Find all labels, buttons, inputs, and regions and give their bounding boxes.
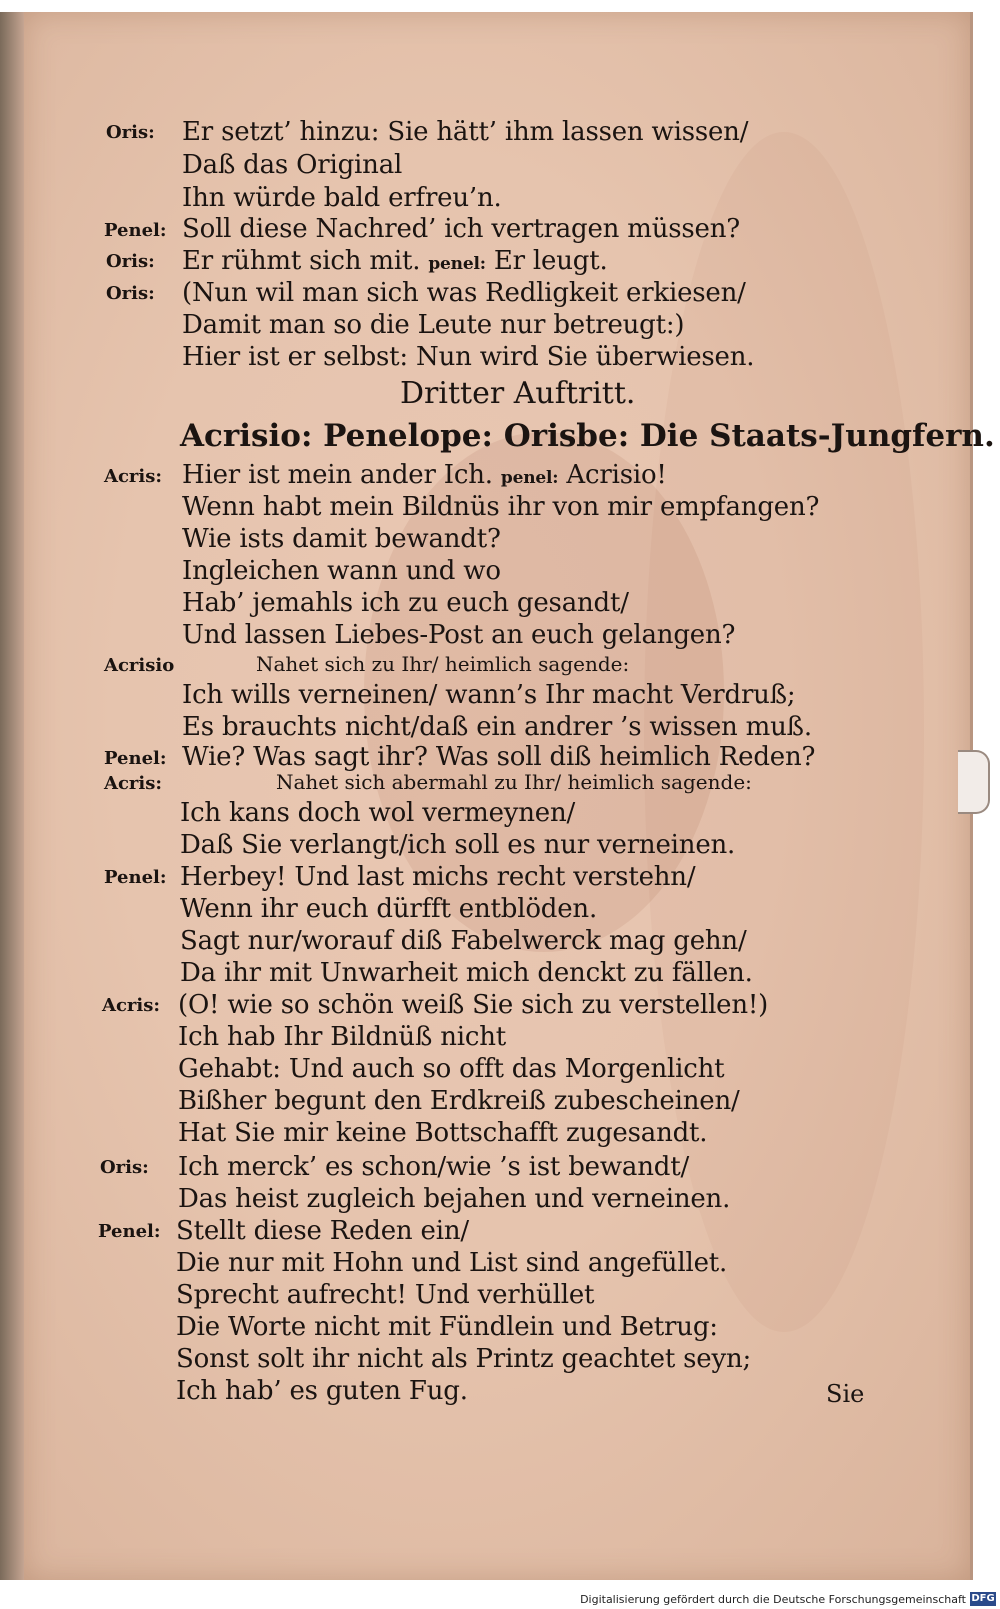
speaker-label: Penel: [104,748,167,769]
speaker-label: Acris: [104,773,163,794]
verse-line: (O! wie so schön weiß Sie sich zu verstellen!) [178,990,769,1020]
speaker-label: Acris: [104,466,163,487]
verse-line: Ich wills verneinen/ wann’s Ihr macht Verdruß; [182,680,796,710]
speaker-label: Oris: [106,283,155,304]
speaker-label: Penel: [98,1221,161,1242]
verse-line: Sagt nur/worauf diß Fabelwerck mag gehn/ [180,926,747,956]
verse-line: Da ihr mit Unwarheit mich denckt zu fällen. [180,958,753,988]
stage-direction: Nahet sich abermahl zu Ihr/ heimlich sagende: [276,770,752,794]
verse-line: Und lassen Liebes-Post an euch gelangen? [182,620,736,650]
speaker-label: Oris: [100,1157,149,1178]
verse-line: Hab’ jemahls ich zu euch gesandt/ [182,588,629,618]
verse-line: Das heist zugleich bejahen und verneinen. [178,1184,731,1214]
speaker-label: Acris: [102,995,161,1016]
funding-credit: Digitalisierung gefördert durch die Deutsche Forschungsgemeinschaft [580,1593,966,1606]
verse-line: Sprecht aufrecht! Und verhüllet [176,1280,595,1310]
inline-speaker-label: penel: [428,254,486,274]
verse-line: Die nur mit Hohn und List sind angefüllet. [176,1248,728,1278]
verse-line: Soll diese Nachred’ ich vertragen müssen? [182,214,741,244]
verse-text: Er rühmt sich mit. [182,246,421,276]
verse-line [182,246,608,276]
speaker-label: Oris: [106,251,155,272]
verse-line: Herbey! Und last michs recht verstehn/ [180,862,696,892]
verse-line: (Nun wil man sich was Redligkeit erkiesen/ [182,278,746,308]
verse-line: Wenn habt mein Bildnüs ihr von mir empfangen? [182,492,820,522]
verse-line: Ich hab’ es guten Fug. [176,1376,468,1406]
dfg-logo: DFG [971,1593,995,1604]
verse-line: Stellt diese Reden ein/ [176,1216,469,1246]
verse-text: Er leugt. [493,246,608,276]
verse-line: Wie ists damit bewandt? [182,524,501,554]
verse-line: Ich hab Ihr Bildnüß nicht [178,1022,507,1052]
verse-text: Acrisio! [566,460,667,490]
verse-line: Ingleichen wann und wo [182,556,501,586]
cast-heading: Acrisio: Penelope: Orisbe: Die Staats-Jungfern. [180,418,995,454]
verse-line: Hat Sie mir keine Bottschafft zugesandt. [178,1118,708,1148]
footer-bar [0,1590,1000,1609]
speaker-label: Acrisio [104,655,175,676]
speaker-label: Penel: [104,867,167,888]
verse-line: Ihn würde bald erfreu’n. [182,183,502,213]
inline-speaker-label: penel: [500,468,559,488]
verse-line: Wie? Was sagt ihr? Was soll diß heimlich Reden? [182,742,816,772]
verse-line: Gehabt: Und auch so offt das Morgenlicht [178,1054,725,1084]
verse-line [182,460,667,490]
catchword: Sie [826,1380,865,1408]
verse-line: Er setzt’ hinzu: Sie hätt’ ihm lassen wissen/ [182,117,749,147]
scene-heading: Dritter Auftritt. [400,376,636,411]
verse-line: Ich merck’ es schon/wie ’s ist bewandt/ [178,1152,690,1182]
verse-line: Daß das Original [182,150,403,180]
verse-line: Daß Sie verlangt/ich soll es nur verneinen. [180,830,736,860]
verse-line: Sonst solt ihr nicht als Printz geachtet seyn; [176,1344,752,1374]
verse-line: Die Worte nicht mit Fündlein und Betrug: [176,1312,718,1342]
stage-direction: Nahet sich zu Ihr/ heimlich sagende: [256,652,630,676]
speaker-label: Penel: [104,220,167,241]
speaker-label: Oris: [106,122,155,143]
verse-line: Es brauchts nicht/daß ein andrer ’s wissen muß. [182,712,812,742]
verse-line: Bißher begunt den Erdkreiß zubescheinen/ [178,1086,740,1116]
verse-text: Hier ist mein ander Ich. [182,460,493,490]
verse-line: Ich kans doch wol vermeynen/ [180,798,576,828]
verse-line: Damit man so die Leute nur betreugt:) [182,310,685,340]
verse-line: Hier ist er selbst: Nun wird Sie überwiesen. [182,342,755,372]
verse-line: Wenn ihr euch dürfft entblöden. [180,894,598,924]
